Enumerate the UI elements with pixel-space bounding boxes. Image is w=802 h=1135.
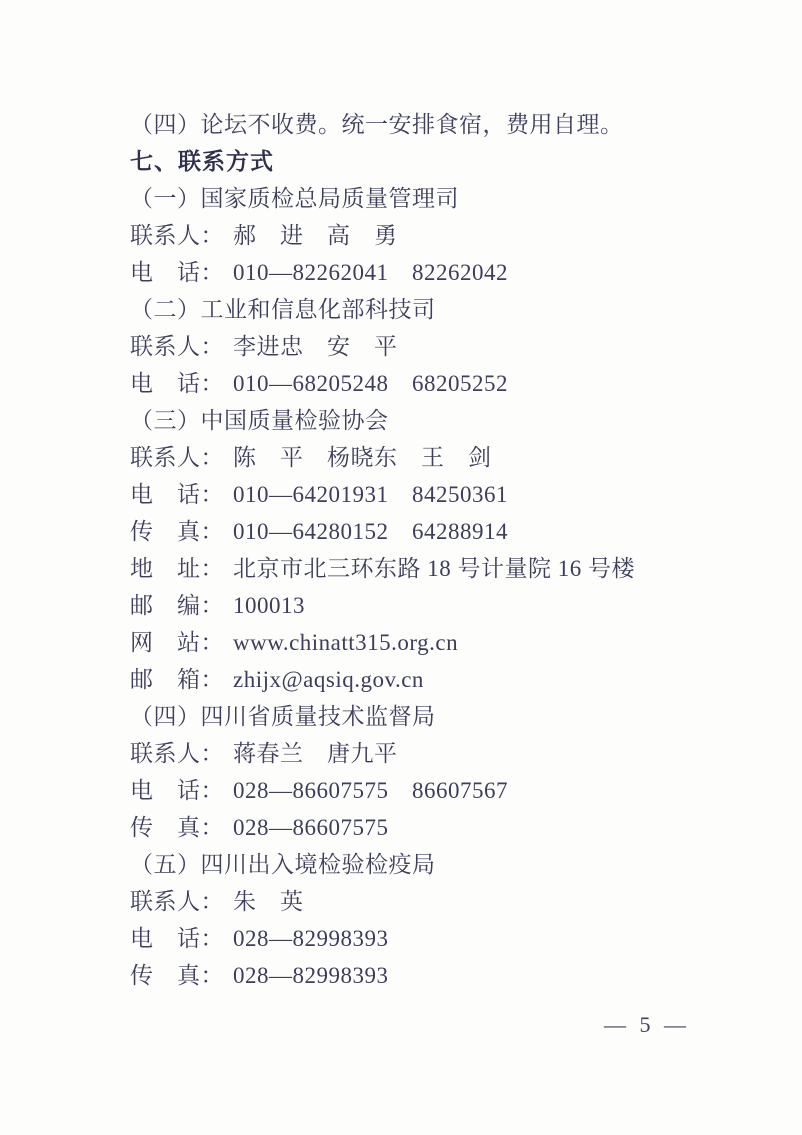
field-label: 传 真： [130, 815, 224, 840]
contact-field-line [130, 328, 690, 365]
contact-org: （一）国家质检总局质量管理司 [130, 186, 459, 211]
field-value: 朱 英 [233, 889, 304, 914]
field-value: zhijx@aqsiq.gov.cn [233, 667, 424, 692]
field-label: 电 话： [130, 371, 224, 396]
field-value: 陈 平 杨晓东 王 剑 [233, 445, 492, 470]
field-label: 联系人： [130, 223, 224, 248]
field-label: 地 址： [130, 556, 224, 581]
section-heading: 七、联系方式 [130, 149, 274, 174]
field-label: 电 话： [130, 926, 224, 951]
field-label: 联系人： [130, 741, 224, 766]
contact-field-line [130, 550, 690, 587]
field-value: 北京市北三环东路 18 号计量院 16 号楼 [233, 556, 635, 581]
field-label: 电 话： [130, 260, 224, 285]
contact-list [130, 180, 690, 994]
intro-line: （四）论坛不收费。统一安排食宿，费用自理。 [130, 112, 624, 137]
field-value: 028—86607575 86607567 [233, 778, 508, 803]
field-value: 李进忠 安 平 [233, 334, 398, 359]
field-value: 028—86607575 [233, 815, 389, 840]
contact-field-line [130, 217, 690, 254]
field-label: 电 话： [130, 778, 224, 803]
contact-org: （三）中国质量检验协会 [130, 408, 389, 433]
field-value: www.chinatt315.org.cn [233, 630, 459, 655]
contact-field-line [130, 365, 690, 402]
field-value: 010—64280152 64288914 [233, 519, 508, 544]
field-label: 传 真： [130, 963, 224, 988]
field-label: 电 话： [130, 482, 224, 507]
contact-field-line [130, 735, 690, 772]
field-value: 100013 [233, 593, 305, 618]
contact-field-line [130, 476, 690, 513]
field-label: 联系人： [130, 445, 224, 470]
contact-field-line [130, 624, 690, 661]
contact-org: （二）工业和信息化部科技司 [130, 297, 436, 322]
contact-field-line [130, 957, 690, 994]
field-value: 028—82998393 [233, 926, 389, 951]
contact-field-line [130, 883, 690, 920]
field-label: 网 站： [130, 630, 224, 655]
field-label: 传 真： [130, 519, 224, 544]
contact-field-line [130, 254, 690, 291]
field-value: 028—82998393 [233, 963, 389, 988]
field-value: 010—68205248 68205252 [233, 371, 508, 396]
field-label: 邮 编： [130, 593, 224, 618]
field-value: 郝 进 高 勇 [233, 223, 398, 248]
contact-field-line [130, 513, 690, 550]
contact-field-line [130, 772, 690, 809]
field-label: 联系人： [130, 334, 224, 359]
field-value: 010—82262041 82262042 [233, 260, 508, 285]
field-label: 联系人： [130, 889, 224, 914]
contact-org: （四）四川省质量技术监督局 [130, 704, 436, 729]
contact-org: （五）四川出入境检验检疫局 [130, 852, 436, 877]
field-label: 邮 箱： [130, 667, 224, 692]
contact-field-line [130, 439, 690, 476]
field-value: 蒋春兰 唐九平 [233, 741, 398, 766]
contact-field-line [130, 809, 690, 846]
page-number: — 5 — [604, 1012, 690, 1037]
contact-field-line [130, 661, 690, 698]
field-value: 010—64201931 84250361 [233, 482, 508, 507]
document-body [130, 106, 690, 994]
contact-field-line [130, 920, 690, 957]
contact-field-line [130, 587, 690, 624]
